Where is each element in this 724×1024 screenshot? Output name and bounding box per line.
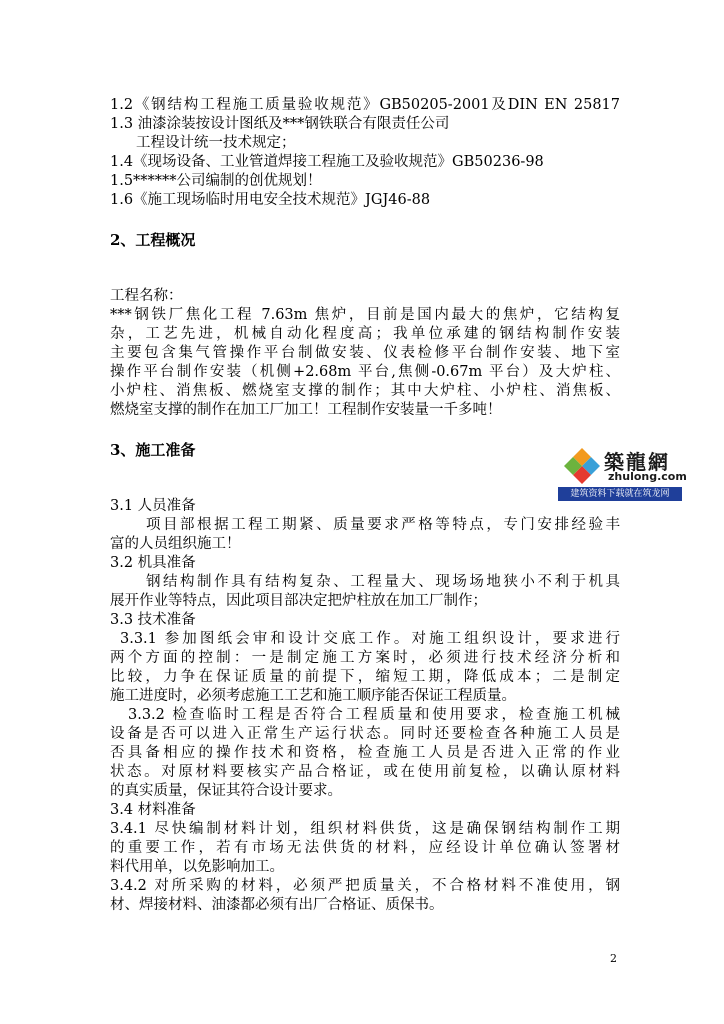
- subsection-3-4-1-line: 3.4.1 尽快编制材料计划，组织材料供货，这是确保钢结构制作工期: [110, 821, 620, 837]
- ref-line-1-5: 1.5******公司编制的创优规划！: [110, 173, 322, 189]
- overview-line: 燃烧室支撑的制作在加工厂加工！工程制作安装量一千多吨！: [110, 402, 502, 418]
- page-number: 2: [610, 952, 617, 965]
- ref-line-1-4: 1.4《现场设备、工业管道焊接工程施工及验收规范》GB50236-98: [110, 154, 544, 170]
- subsection-3-2-line: 展开作业等特点，因此项目部决定把炉柱放在加工厂制作；: [110, 593, 487, 609]
- subsection-3-3-title: 3.3 技术准备: [110, 612, 196, 628]
- overview-line: 操作平台制作安装（机侧+2.68m 平台,焦侧-0.67m 平台）及大炉柱、: [110, 364, 620, 380]
- subsection-3-4-2-line: 材、焊接材料、油漆都必须有出厂合格证、质保书。: [110, 897, 444, 913]
- logo-name-en: zhulong.com: [608, 470, 687, 483]
- subsection-3-3-1-line: 3.3.1 参加图纸会审和设计交底工作。对施工组织设计，要求进行: [120, 631, 620, 647]
- ref-line-1-6: 1.6《施工现场临时用电安全技术规范》JGJ46-88: [110, 192, 431, 208]
- subsection-3-1-line: 项目部根据工程工期紧、质量要求严格等特点，专门安排经验丰: [146, 517, 620, 533]
- subsection-3-4-title: 3.4 材料准备: [110, 802, 196, 818]
- subsection-3-3-2-line: 否具备相应的操作技术和资格，检查施工人员是否进入正常的作业: [110, 745, 620, 761]
- section-3-heading: 3、施工准备: [110, 441, 196, 459]
- subsection-3-3-1-line: 施工进度时，必须考虑施工工艺和施工顺序能否保证工程质量。: [110, 688, 516, 704]
- subsection-3-2-line: 钢结构制作具有结构复杂、工程量大、现场场地狭小不利于机具: [146, 574, 620, 590]
- subsection-3-3-2-line: 状态。对原材料要核实产品合格证，或在使用前复检，以确认原材料: [110, 764, 620, 780]
- logo-name-cn: 築龍網: [604, 450, 670, 474]
- subsection-3-3-2-line: 3.3.2 检查临时工程是否符合工程质量和使用要求，检查施工机械: [128, 707, 620, 723]
- overview-line: ***钢铁厂焦化工程 7.63m 焦炉，目前是国内最大的焦炉，它结构复: [110, 307, 620, 323]
- ref-line-1-3: 1.3 油漆涂装按设计图纸及***钢铁联合有限责任公司: [110, 116, 450, 132]
- ref-line-1-3-cont: 工程设计统一技术规定；: [136, 135, 296, 151]
- subsection-3-1-line: 富的人员组织施工！: [110, 536, 241, 552]
- subsection-3-3-1-line: 两个方面的控制：一是制定施工方案时，必须进行技术经济分析和: [110, 650, 620, 666]
- project-name-label: 工程名称：: [110, 288, 183, 304]
- subsection-3-3-1-line: 比较，力争在保证质量的前提下，缩短工期，降低成本；二是制定: [110, 669, 620, 685]
- logo-slogan: 建筑资料下载就在筑龙网: [558, 487, 682, 501]
- overview-line: 小炉柱、消焦板、燃烧室支撑的制作；其中大炉柱、小炉柱、消焦板、: [110, 383, 620, 399]
- subsection-3-4-1-line: 料代用单，以免影响加工。: [110, 859, 284, 875]
- subsection-3-4-2-line: 3.4.2 对所采购的材料，必须严把质量关，不合格材料不准使用，钢: [110, 878, 620, 894]
- ref-line-1-2: 1.2《钢结构工程施工质量验收规范》GB50205-2001及DIN EN 25817: [110, 97, 620, 113]
- subsection-3-2-title: 3.2 机具准备: [110, 555, 196, 571]
- overview-line: 杂，工艺先进，机械自动化程度高；我单位承建的钢结构制作安装: [110, 326, 620, 342]
- section-2-heading: 2、工程概况: [110, 231, 196, 249]
- subsection-3-4-1-line: 的重要工作，若有市场无法供货的材料，应经设计单位确认签署材: [110, 840, 620, 856]
- zhulong-logo: [558, 444, 687, 502]
- subsection-3-1-title: 3.1 人员准备: [110, 498, 196, 514]
- overview-line: 主要包含集气管操作平台制做安装、仪表检修平台制作安装、地下室: [110, 345, 620, 361]
- zhulong-logo-mark-icon: [562, 446, 602, 486]
- subsection-3-3-2-line: 的真实质量，保证其符合设计要求。: [110, 783, 342, 799]
- subsection-3-3-2-line: 设备是否可以进入正常生产运行状态。同时还要检查各种施工人员是: [110, 726, 620, 742]
